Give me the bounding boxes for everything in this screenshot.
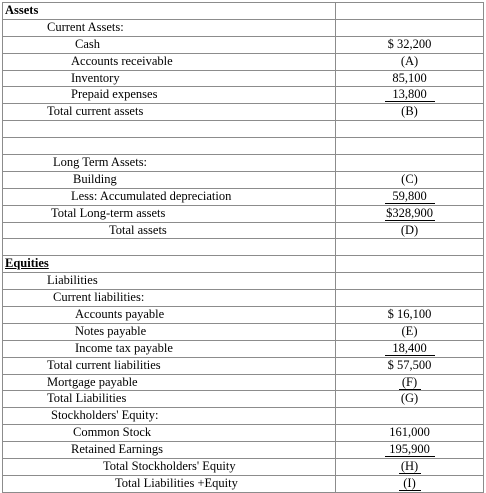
row-label: Total assets: [109, 222, 167, 237]
row-value: $ 16,100: [387, 307, 432, 322]
row-value-cell[interactable]: [336, 425, 484, 442]
row-value: 18,400: [385, 341, 435, 356]
table-row: [3, 155, 484, 172]
row-label: Total Liabilities +Equity: [115, 475, 238, 490]
row-value: (B): [401, 104, 418, 119]
row-label: Accounts payable: [75, 307, 165, 322]
row-value-cell[interactable]: [336, 3, 484, 20]
row-label-cell[interactable]: [3, 358, 336, 375]
row-value: $ 32,200: [387, 36, 432, 51]
row-label-cell[interactable]: [3, 121, 336, 138]
row-value-cell[interactable]: [336, 442, 484, 459]
row-label-cell[interactable]: [3, 307, 336, 324]
row-label: Stockholders' Equity:: [51, 408, 159, 423]
row-value-cell[interactable]: [336, 391, 484, 408]
row-value-cell[interactable]: [336, 273, 484, 290]
table-row: [3, 87, 484, 104]
balance-sheet-table: [2, 2, 484, 493]
row-value-cell[interactable]: [336, 290, 484, 307]
table-row: [3, 37, 484, 54]
row-label: Less: Accumulated depreciation: [71, 188, 232, 203]
row-label-cell[interactable]: [3, 341, 336, 358]
row-value-cell[interactable]: [336, 223, 484, 240]
row-label-cell[interactable]: [3, 206, 336, 223]
row-label-cell[interactable]: [3, 375, 336, 392]
table-row: [3, 138, 484, 155]
row-label: Total Stockholders' Equity: [103, 459, 236, 474]
row-label: Accounts receivable: [71, 53, 173, 68]
row-value-cell[interactable]: [336, 37, 484, 54]
row-label: Notes payable: [75, 323, 147, 338]
row-value-cell[interactable]: [336, 54, 484, 71]
table-row: [3, 71, 484, 88]
row-label-cell[interactable]: [3, 20, 336, 37]
row-label-cell[interactable]: [3, 223, 336, 240]
table-row: [3, 54, 484, 71]
row-label-cell[interactable]: [3, 172, 336, 189]
table-row: [3, 290, 484, 307]
row-value-cell[interactable]: [336, 256, 484, 273]
row-value: $ 57,500: [387, 357, 432, 372]
row-label-cell[interactable]: [3, 256, 336, 273]
row-value-cell[interactable]: [336, 375, 484, 392]
row-label: Current Assets:: [47, 19, 124, 34]
table-row: [3, 391, 484, 408]
row-value: (H): [399, 459, 421, 474]
row-label: Building: [73, 171, 117, 186]
table-row: [3, 172, 484, 189]
row-value: 85,100: [392, 70, 427, 85]
row-label: Inventory: [71, 70, 120, 85]
row-value: (E): [401, 323, 418, 338]
row-value-cell[interactable]: [336, 239, 484, 256]
row-label: Prepaid expenses: [71, 87, 158, 102]
row-label: Total current liabilities: [47, 357, 161, 372]
table-row: [3, 324, 484, 341]
row-label: Cash: [75, 36, 100, 51]
row-label-cell[interactable]: [3, 442, 336, 459]
table-row: [3, 442, 484, 459]
row-label: Equities: [5, 256, 49, 271]
row-label-cell[interactable]: [3, 54, 336, 71]
row-label: Common Stock: [73, 425, 152, 440]
row-value: (I): [399, 476, 421, 491]
row-label-cell[interactable]: [3, 37, 336, 54]
table-row: [3, 341, 484, 358]
row-value-cell[interactable]: [336, 104, 484, 121]
row-label-cell[interactable]: [3, 189, 336, 206]
row-value-cell[interactable]: [336, 87, 484, 104]
row-label-cell[interactable]: [3, 324, 336, 341]
row-value: $328,900: [386, 205, 433, 220]
row-label-cell[interactable]: [3, 273, 336, 290]
table-row: [3, 459, 484, 476]
row-value-cell[interactable]: [336, 189, 484, 206]
row-label-cell[interactable]: [3, 155, 336, 172]
row-value: 13,800: [385, 87, 435, 102]
row-label-cell[interactable]: [3, 476, 336, 493]
row-label-cell[interactable]: [3, 138, 336, 155]
table-row: [3, 256, 484, 273]
row-value-cell[interactable]: [336, 71, 484, 88]
row-value-cell[interactable]: [336, 341, 484, 358]
table-row: [3, 206, 484, 223]
table-row: [3, 375, 484, 392]
row-label: Total Liabilities: [47, 391, 127, 406]
table-row: [3, 408, 484, 425]
row-label-cell[interactable]: [3, 391, 336, 408]
row-value: 161,000: [389, 425, 430, 440]
table-row: [3, 223, 484, 240]
row-value-cell[interactable]: [336, 476, 484, 493]
row-value: 195,900: [385, 442, 435, 457]
table-row: [3, 104, 484, 121]
row-value: (F): [399, 375, 421, 390]
table-row: [3, 476, 484, 493]
row-label: Mortgage payable: [47, 374, 138, 389]
table-row: [3, 425, 484, 442]
row-label-cell[interactable]: [3, 290, 336, 307]
row-label: Retained Earnings: [71, 442, 163, 457]
table-row: [3, 358, 484, 375]
table-row: [3, 239, 484, 256]
row-value-cell[interactable]: [336, 459, 484, 476]
row-value-cell[interactable]: [336, 172, 484, 189]
row-value: (D): [400, 222, 419, 237]
row-value: (C): [401, 171, 418, 186]
row-label-cell[interactable]: [3, 425, 336, 442]
row-value-cell[interactable]: [336, 307, 484, 324]
row-label: Assets: [5, 3, 39, 17]
row-value: (G): [400, 391, 419, 406]
row-label-cell[interactable]: [3, 104, 336, 121]
row-value: 59,800: [385, 189, 435, 204]
row-label: Income tax payable: [75, 340, 173, 355]
row-value-cell[interactable]: [336, 324, 484, 341]
row-label: Total Long-term assets: [51, 205, 166, 220]
table-row: [3, 121, 484, 138]
table-row: [3, 3, 484, 20]
row-value-cell[interactable]: [336, 20, 484, 37]
row-label: Total current assets: [47, 104, 144, 119]
row-label-cell[interactable]: [3, 459, 336, 476]
row-label-cell[interactable]: [3, 239, 336, 256]
row-value-cell[interactable]: [336, 138, 484, 155]
row-value-cell[interactable]: [336, 121, 484, 138]
row-value-cell[interactable]: [336, 408, 484, 425]
table-row: [3, 273, 484, 290]
table-row: [3, 307, 484, 324]
table-row: [3, 20, 484, 37]
row-label-cell[interactable]: [3, 87, 336, 104]
row-value: (A): [400, 53, 419, 68]
row-label: Long Term Assets:: [53, 155, 148, 170]
row-label: Liabilities: [47, 273, 98, 288]
table-row: [3, 189, 484, 206]
row-value-cell[interactable]: [336, 155, 484, 172]
row-label-cell[interactable]: [3, 3, 336, 20]
row-label-cell[interactable]: [3, 71, 336, 88]
row-value-cell[interactable]: [336, 358, 484, 375]
row-label: Current liabilities:: [53, 290, 145, 305]
row-label-cell[interactable]: [3, 408, 336, 425]
row-value-cell[interactable]: [336, 206, 484, 223]
